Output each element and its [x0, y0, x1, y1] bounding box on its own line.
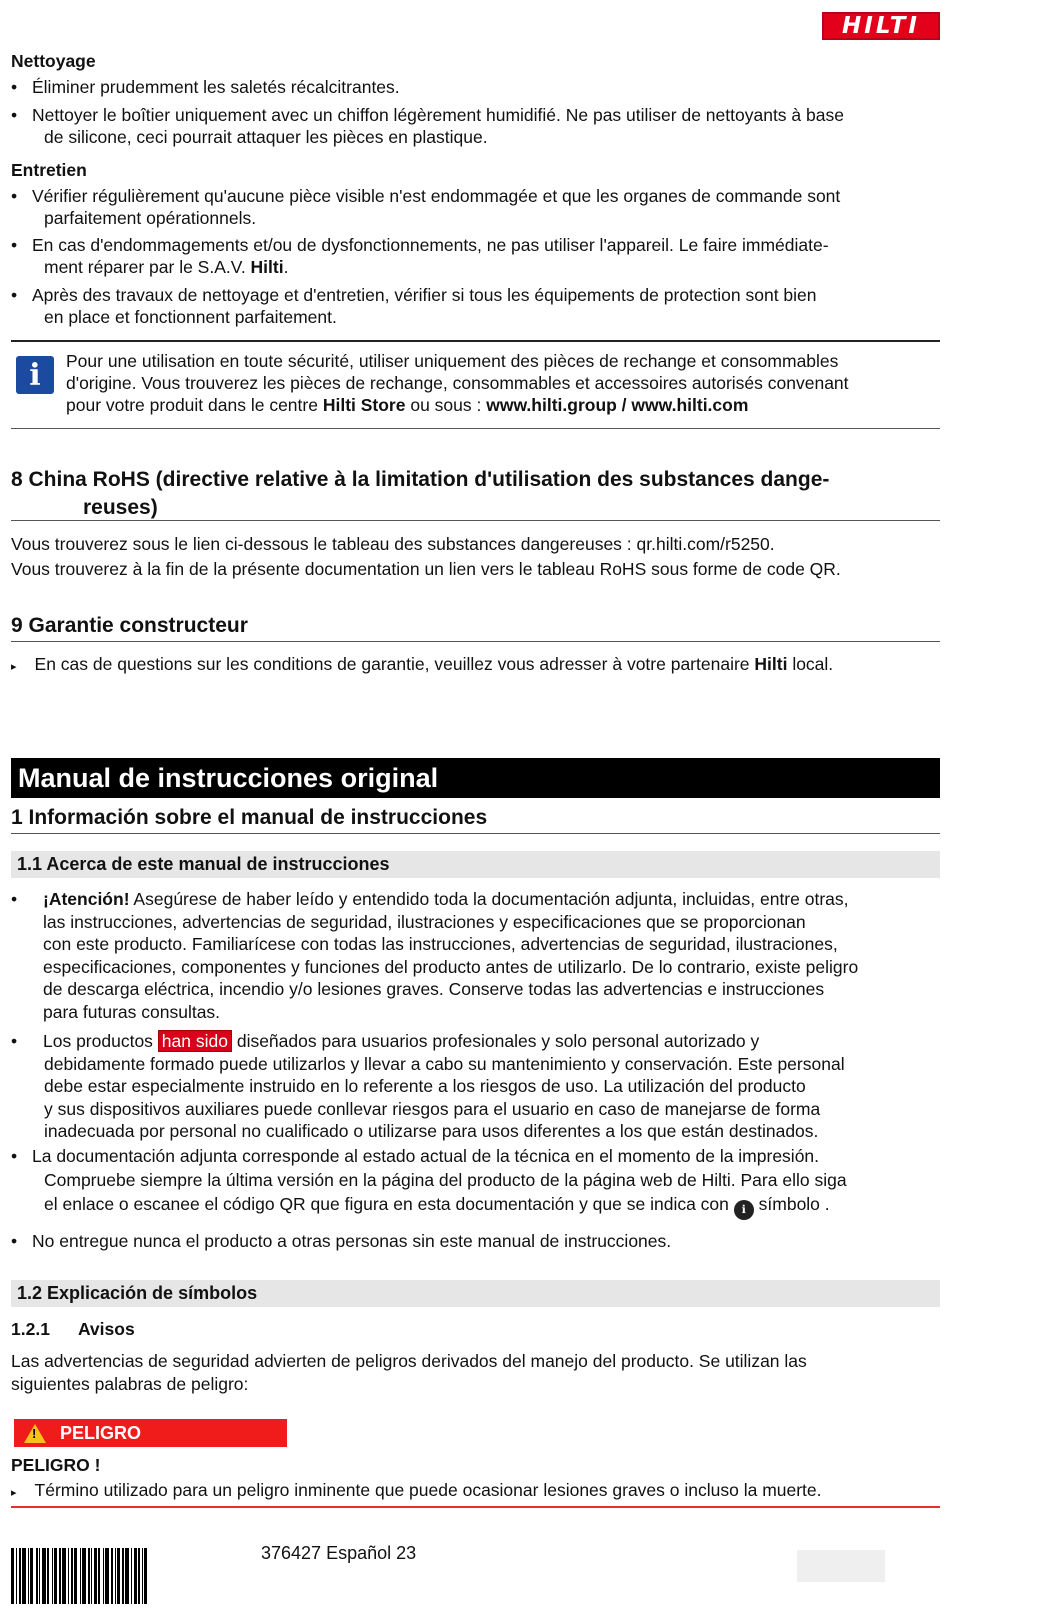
hilti-website-link[interactable]: www.hilti.group / www.hilti.com: [486, 395, 749, 415]
nettoyage-heading: Nettoyage: [11, 51, 96, 71]
section-1-1-title: 1.1 Acerca de este manual de instrucciones: [11, 851, 940, 878]
highlight: han sido: [158, 1030, 232, 1052]
info-icon: i: [16, 356, 54, 394]
danger-label: ! PELIGRO: [14, 1419, 287, 1447]
footer-box: [797, 1550, 885, 1582]
list-item: • Éliminer prudemment les saletés récalcitrantes.: [11, 77, 400, 97]
qr-symbol-icon: ℹ: [734, 1200, 754, 1220]
list-item: • En cas d'endommagements et/ou de dysfonctionnements, ne pas utiliser l'appareil. Le faire immédiate- ment réparer par le S.A.V. Hilti.: [11, 235, 829, 277]
manual-banner: Manual de instrucciones original: [11, 758, 940, 798]
danger-heading: PELIGRO !: [11, 1455, 101, 1475]
section-9-title: 9 Garantie constructeur: [11, 614, 248, 637]
list-item: • Vérifier régulièrement qu'aucune pièce visible n'est endommagée et que les organes de commande sont parfaitement opérationnels.: [11, 186, 841, 228]
list-item: • Nettoyer le boîtier uniquement avec un chiffon légèrement humidifié. Ne pas utiliser de nettoyants à base de silicone, ceci pourrait attaquer les pièces en plastique.: [11, 105, 844, 147]
section-8-title: 8 China RoHS (directive relative à la limitation d'utilisation des substances dange- reuses): [11, 468, 830, 519]
page-footer: 376427 Español 23: [261, 1543, 417, 1563]
list-item: • La documentación adjunta corresponde al estado actual de la técnica en el momento de la impresión. Compruebe siempre la última versión en la página del producto de la página web de Hilti. Para ello siga el enlace o escanee el código QR que figura en esta documentación y que se indica con ℹ símbolo .: [11, 1144, 1021, 1220]
divider: [11, 428, 940, 429]
hilti-logo: HILTI: [822, 12, 940, 40]
warning-icon: !: [24, 1424, 46, 1443]
divider: [11, 833, 940, 834]
divider: [11, 520, 940, 521]
danger-text: ▸ Término utilizado para un peligro inminente que puede ocasionar lesiones graves o incluso la muerte.: [11, 1480, 822, 1500]
avisos-body: Las advertencias de seguridad advierten de peligros derivados del manejo del producto. Se utilizan las siguientes palabras de peligro:: [11, 1351, 807, 1394]
section-1-2-title: 1.2 Explicación de símbolos: [11, 1280, 940, 1307]
section-1-2-1-title: 1.2.1 Avisos: [11, 1319, 135, 1339]
section-8-body: Vous trouverez sous le lien ci-dessous le tableau des substances dangereuses : qr.hilti.com/r5250. Vous trouverez à la fin de la présente documentation un lien vers le tableau RoHS sous forme de code QR.: [11, 534, 841, 579]
info-note: Pour une utilisation en toute sécurité, utiliser uniquement des pièces de rechange et consommables d'origine. Vous trouverez les pièces de rechange, consommables et accessoires autorisés convenant pour votre produit dans le centre Hilti Store ou sous : www.hilti.group / www.hilti.com: [66, 351, 849, 415]
divider: [11, 641, 940, 642]
list-item: • No entregue nunca el producto a otras personas sin este manual de instrucciones.: [11, 1231, 672, 1251]
list-item: • Après des travaux de nettoyage et d'entretien, vérifier si tous les équipements de protection sont bien en place et fonctionnent parfaitement.: [11, 285, 817, 327]
arrow-icon: ▸: [11, 1487, 17, 1499]
section-9-body: ▸ En cas de questions sur les conditions de garantie, veuillez vous adresser à votre partenaire Hilti local.: [11, 654, 834, 674]
entretien-heading: Entretien: [11, 160, 87, 180]
barcode: [11, 1548, 238, 1604]
arrow-icon: ▸: [11, 661, 17, 673]
danger-divider: [11, 1506, 940, 1508]
list-item: • ¡Atención! Asegúrese de haber leído y entendido toda la documentación adjunta, incluidas, entre otras, las instrucciones, advertencias de seguridad, ilustraciones y especificaciones que se proporcionan con este producto. Familiarícese con todas las instrucciones, advertencias de seguridad, ilustraciones, especificaciones, componentes y funciones del producto antes de utilizarlo. De lo contrario, existe peligro de descarga eléctrica, incendio y/o lesiones graves. Conserve todas las advertencias e instrucciones para futuras consultas.: [11, 889, 859, 1022]
divider: [11, 340, 940, 342]
section-1-title: 1 Información sobre el manual de instrucciones: [11, 806, 488, 829]
list-item: • Los productos han sido diseñados para usuarios profesionales y solo personal autorizado y debidamente formado puede utilizarlos y llevar a cabo su mantenimiento y conservación. Este personal debe estar especialmente instruido en lo referente a los riesgos de uso. La utilización del producto y sus dispositivos auxiliares puede conllevar riesgos para el usuario en caso de manejarse de forma inadecuada por personal no cualificado o utilizarse para usos diferentes a los que están destinados.: [11, 1031, 845, 1141]
